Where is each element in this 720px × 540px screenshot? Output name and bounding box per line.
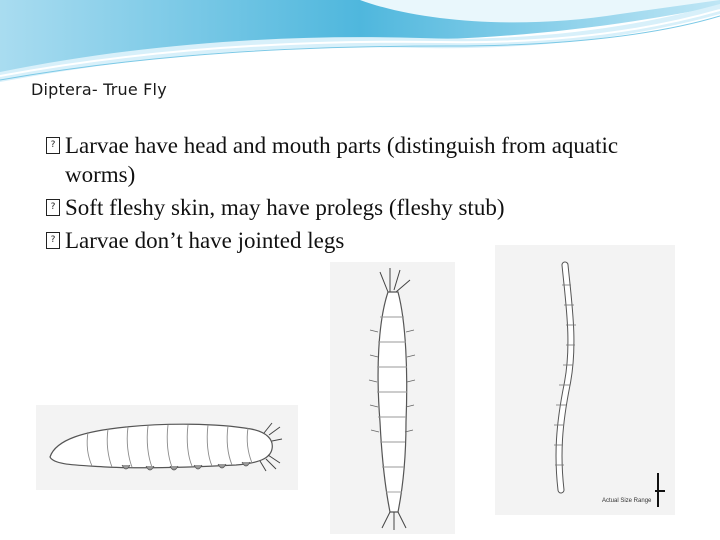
bullet-item: [46, 131, 686, 189]
header-wave-decoration: [0, 0, 720, 90]
bullet-item: [46, 193, 686, 222]
bullet-text: Soft fleshy skin, may have prolegs (fleshy stub): [65, 195, 505, 220]
bullet-text: Larvae have head and mouth parts (distinguish from aquatic worms): [65, 133, 619, 187]
scale-label: Actual Size Range: [602, 498, 652, 504]
slide-title: Diptera- True Fly: [31, 80, 167, 99]
bullet-text: Larvae don’t have jointed legs: [65, 228, 345, 253]
slender-larva-illustration: [495, 245, 675, 515]
bullet-list: [46, 131, 686, 259]
bullet-glyph-icon: ?: [46, 137, 60, 154]
bullet-glyph-icon: ?: [46, 232, 60, 249]
larva-with-prolegs-illustration: [36, 405, 298, 490]
bullet-glyph-icon: ?: [46, 199, 60, 216]
segmented-larva-illustration: [330, 262, 455, 534]
